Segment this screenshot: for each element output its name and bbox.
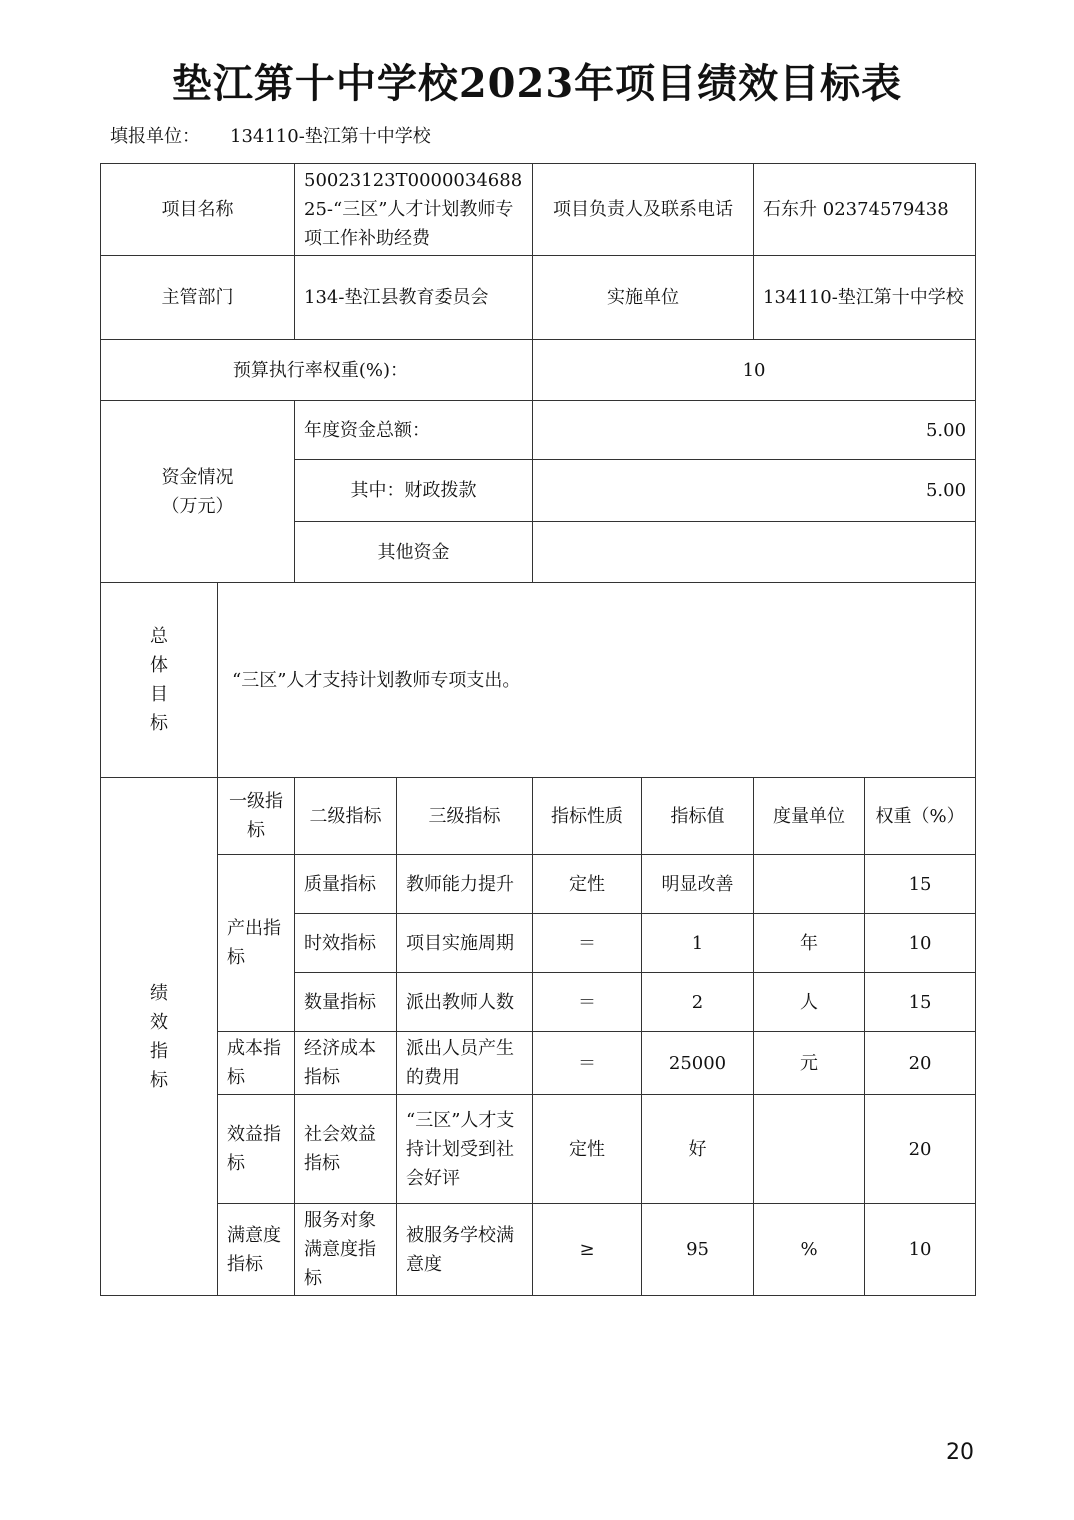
goal-label-char: 目 [150,684,168,705]
perf-label-char: 绩 [150,982,168,1004]
overall-goal-text: “三区”人才支持计划教师专项支出。 [218,583,976,778]
unit-cell [754,855,865,914]
table-row [101,1204,976,1296]
nature-cell: 定性 [533,1095,642,1204]
reporting-unit [110,122,431,148]
perf-label-char: 效 [150,1011,168,1033]
nature-cell: ＝ [533,973,642,1032]
value-cell: 1 [642,914,754,973]
unit-cell: 人 [754,973,865,1032]
header-cell: 一级指标 [218,778,295,855]
perf-label-char: 标 [150,1069,168,1091]
group-output: 产出指标 [218,855,295,1032]
table-row [101,1095,976,1204]
nature-cell: ＝ [533,1032,642,1095]
weight-cell: 15 [865,855,976,914]
unit-cell: 年 [754,914,865,973]
performance-target-table [100,163,976,1296]
goal-label-char: 体 [150,655,168,676]
nature-cell: ＝ [533,914,642,973]
l3-cell: 被服务学校满意度 [397,1204,533,1296]
funds-total-label: 年度资金总额： [295,401,533,460]
funds-label-unit: （万元） [161,495,234,517]
weight-cell: 20 [865,1032,976,1095]
l3-cell: 项目实施周期 [397,914,533,973]
l2-cell: 时效指标 [295,914,397,973]
unit-cell: 元 [754,1032,865,1095]
header-cell: 指标值 [642,778,754,855]
reporting-unit-value: 134110-垫江第十中学校 [230,126,431,147]
project-name-value: 50023123T000003468825-“三区”人才计划教师专项工作补助经费 [295,164,533,256]
value-cell: 25000 [642,1032,754,1095]
weight-cell: 10 [865,1204,976,1296]
reporting-unit-label: 填报单位： [110,126,200,147]
unit-cell [754,1095,865,1204]
goal-label-char: 总 [150,626,168,647]
header-cell: 度量单位 [754,778,865,855]
l3-cell: 派出人员产生的费用 [397,1032,533,1095]
value-cell: 明显改善 [642,855,754,914]
l3-cell: “三区”人才支持计划受到社会好评 [397,1095,533,1204]
l3-cell: 派出教师人数 [397,973,533,1032]
page-title: 垫江第十中学校2023年项目绩效目标表 [171,60,903,107]
weight-cell: 15 [865,973,976,1032]
l2-cell: 社会效益指标 [295,1095,397,1204]
goal-label-char: 标 [150,713,168,734]
value-cell: 好 [642,1095,754,1204]
header-cell: 指标性质 [533,778,642,855]
project-contact-value: 石东升 02374579438 [754,164,976,256]
funds-total-value: 5.00 [533,401,976,460]
unit-cell: % [754,1204,865,1296]
dept-value: 134-垫江县教育委员会 [295,256,533,340]
perf-header-row [101,778,976,855]
funds-fiscal-label: 其中：财政拨款 [295,460,533,522]
funds-total-row [101,401,976,460]
page-number: 20 [946,1440,974,1465]
dept-label: 主管部门 [101,256,295,340]
table-row [101,855,976,914]
perf-label-char: 指 [150,1040,168,1062]
l3-cell: 教师能力提升 [397,855,533,914]
funds-label-cell [101,401,295,583]
group-benefit: 效益指标 [218,1095,295,1204]
weight-cell: 20 [865,1095,976,1204]
funds-fiscal-value: 5.00 [533,460,976,522]
header-cell: 权重（%） [865,778,976,855]
table-row [101,1032,976,1095]
perf-label [101,778,218,1296]
funds-other-value [533,522,976,583]
l2-cell: 经济成本指标 [295,1032,397,1095]
header-cell: 三级指标 [397,778,533,855]
funds-label: 资金情况 [161,466,234,488]
budget-rate-row [101,340,976,401]
nature-cell: ≥ [533,1204,642,1296]
l2-cell: 数量指标 [295,973,397,1032]
overall-goal-row [101,583,976,778]
weight-cell: 10 [865,914,976,973]
l2-cell: 服务对象满意度指标 [295,1204,397,1296]
header-cell: 二级指标 [295,778,397,855]
l2-cell: 质量指标 [295,855,397,914]
nature-cell: 定性 [533,855,642,914]
group-satisfaction: 满意度指标 [218,1204,295,1296]
overall-goal-label [101,583,218,778]
value-cell: 95 [642,1204,754,1296]
project-name-label: 项目名称 [101,164,295,256]
funds-other-label: 其他资金 [295,522,533,583]
group-cost: 成本指标 [218,1032,295,1095]
project-contact-label: 项目负责人及联系电话 [533,164,754,256]
project-name-row [101,164,976,256]
value-cell: 2 [642,973,754,1032]
impl-unit-label: 实施单位 [533,256,754,340]
impl-unit-value: 134110-垫江第十中学校 [754,256,976,340]
budget-rate-value: 10 [533,340,976,401]
budget-rate-label: 预算执行率权重(%)： [101,340,533,401]
department-row [101,256,976,340]
